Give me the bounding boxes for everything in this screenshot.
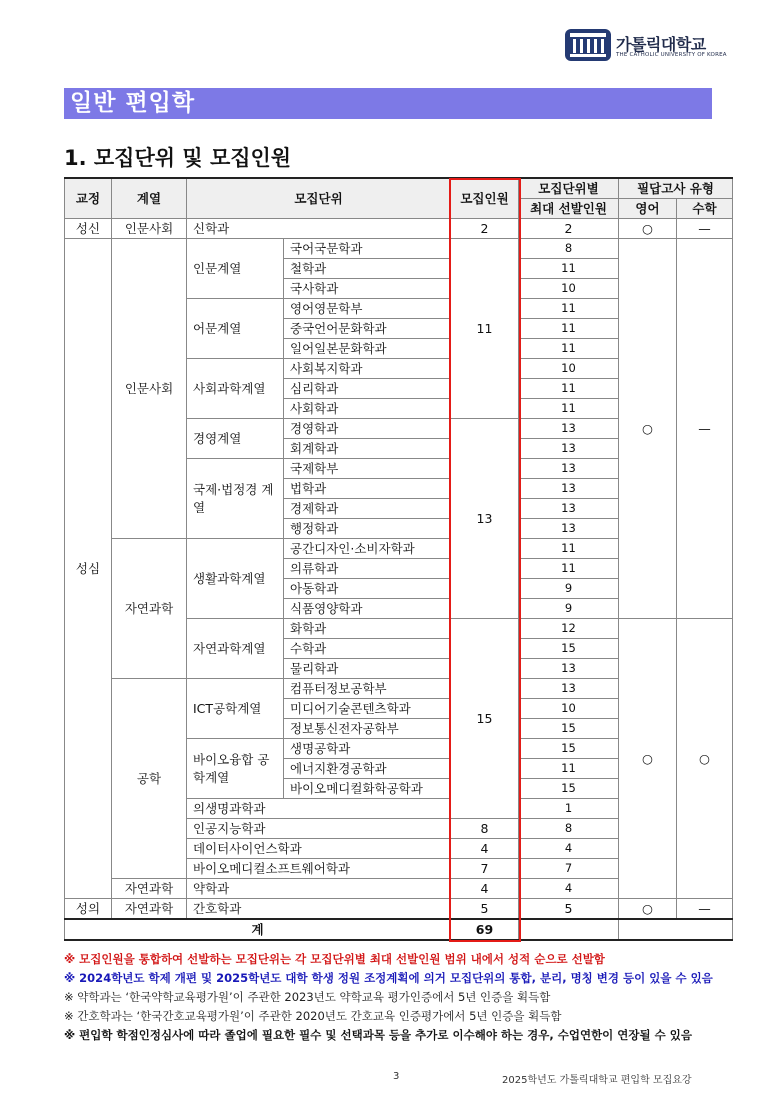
dept-cell: 국제학부 (284, 459, 451, 479)
max-cell: 11 (519, 379, 619, 399)
dept-cell: 행정학과 (284, 519, 451, 539)
dept-cell: 물리학과 (284, 659, 451, 679)
group-cell: ICT공학계열 (187, 679, 284, 739)
math-exam-cell: ○ (677, 619, 733, 899)
total-row (65, 919, 733, 940)
note-item: ※ 편입학 학점인정심사에 따라 졸업에 필요한 필수 및 선택과목 등을 추가로 이수해야 하는 경우, 수업연한이 연장될 수 있음 (64, 1028, 692, 1042)
dept-cell: 미디어기술콘텐츠학과 (284, 699, 451, 719)
page-number: 3 (393, 1071, 400, 1082)
field-cell: 자연과학 (112, 539, 187, 679)
dept-cell: 컴퓨터정보공학부 (284, 679, 451, 699)
campus-cell: 성신 (65, 219, 112, 239)
max-cell: 11 (519, 759, 619, 779)
header-max-line2: 최대 선발인원 (519, 199, 619, 219)
field-cell: 인문사회 (112, 239, 187, 539)
max-cell: 9 (519, 579, 619, 599)
math-exam-cell: — (677, 239, 733, 619)
max-cell: 11 (519, 559, 619, 579)
max-cell: 15 (519, 779, 619, 799)
dept-cell: 회계학과 (284, 439, 451, 459)
max-cell: 2 (519, 219, 619, 239)
max-cell: 11 (519, 539, 619, 559)
header-quota: 모집인원 (451, 178, 519, 219)
banner-title: 일반 편입학 (70, 90, 196, 116)
quota-cell: 2 (451, 219, 519, 239)
dept-cell: 공간디자인·소비자학과 (284, 539, 451, 559)
max-cell: 11 (519, 319, 619, 339)
math-exam-cell: — (677, 899, 733, 920)
dept-cell: 화학과 (284, 619, 451, 639)
university-logo (564, 28, 727, 64)
group-cell: 인문계열 (187, 239, 284, 299)
dept-cell: 의류학과 (284, 559, 451, 579)
max-cell: 15 (519, 639, 619, 659)
dept-cell: 국어국문학과 (284, 239, 451, 259)
dept-cell: 일어일본문화학과 (284, 339, 451, 359)
notes-section (64, 950, 732, 1045)
max-cell: 13 (519, 519, 619, 539)
max-cell: 5 (519, 899, 619, 920)
header-math: 수학 (677, 199, 733, 219)
header-unit: 모집단위 (187, 178, 451, 219)
quota-cell: 5 (451, 899, 519, 920)
max-cell: 10 (519, 699, 619, 719)
max-cell: 10 (519, 359, 619, 379)
max-cell: 13 (519, 419, 619, 439)
group-cell: 어문계열 (187, 299, 284, 359)
campus-cell: 성의 (65, 899, 112, 920)
unit-cell: 신학과 (187, 219, 451, 239)
dept-cell: 정보통신전자공학부 (284, 719, 451, 739)
max-cell: 1 (519, 799, 619, 819)
total-value: 69 (451, 919, 519, 940)
quota-cell: 8 (451, 819, 519, 839)
quota-cell: 11 (451, 239, 519, 419)
dept-cell: 식품영양학과 (284, 599, 451, 619)
recruitment-table (64, 177, 733, 941)
group-cell: 자연과학계열 (187, 619, 284, 679)
max-cell: 11 (519, 399, 619, 419)
note-item: ※ 간호학과는 ‘한국간호교육평가원’이 주관한 2020년도 간호교육 인증평가에서 5년 인증을 획득함 (64, 1009, 562, 1023)
dept-cell: 영어영문학부 (284, 299, 451, 319)
field-cell: 자연과학 (112, 899, 187, 920)
max-cell: 11 (519, 259, 619, 279)
unit-cell: 간호학과 (187, 899, 451, 920)
max-cell: 13 (519, 659, 619, 679)
table-header-row (65, 178, 733, 199)
total-empty-cell (519, 919, 619, 940)
field-cell: 공학 (112, 679, 187, 879)
max-cell: 8 (519, 819, 619, 839)
dept-cell: 철학과 (284, 259, 451, 279)
max-cell: 8 (519, 239, 619, 259)
section-title: 1. 모집단위 및 모집인원 (64, 146, 292, 170)
university-name-english: THE CATHOLIC UNIVERSITY OF KOREA (616, 52, 727, 58)
note-item: ※ 모집인원을 통합하여 선발하는 모집단위는 각 모집단위별 최대 선발인원 범위 내에서 성적 순으로 선발함 (64, 952, 605, 966)
chapter-banner (64, 88, 712, 119)
unit-cell: 바이오메디컬소프트웨어학과 (187, 859, 451, 879)
total-empty-cell (619, 919, 733, 940)
english-exam-cell: ○ (619, 899, 677, 920)
note-item: ※ 약학과는 ‘한국약학교육평가원’이 주관한 2023년도 약학교육 평가인증에서 5년 인증을 획득함 (64, 990, 551, 1004)
note-item: ※ 2024학년도 학제 개편 및 2025학년도 대학 학생 정원 조정계획에 의거 모집단위의 통합, 분리, 명칭 변경 등이 있을 수 있음 (64, 971, 713, 985)
header-english: 영어 (619, 199, 677, 219)
campus-cell: 성심 (65, 239, 112, 899)
english-exam-cell: ○ (619, 219, 677, 239)
unit-cell: 인공지능학과 (187, 819, 451, 839)
header-max-line1: 모집단위별 (519, 178, 619, 199)
university-emblem-icon (564, 28, 612, 62)
dept-cell: 경영학과 (284, 419, 451, 439)
total-label: 계 (65, 919, 451, 940)
math-exam-cell: — (677, 219, 733, 239)
unit-cell: 약학과 (187, 879, 451, 899)
max-cell: 13 (519, 439, 619, 459)
max-cell: 13 (519, 459, 619, 479)
group-cell: 바이오융합 공학계열 (187, 739, 284, 799)
max-cell: 13 (519, 499, 619, 519)
dept-cell: 사회학과 (284, 399, 451, 419)
dept-cell: 생명공학과 (284, 739, 451, 759)
max-cell: 13 (519, 479, 619, 499)
unit-cell: 데이터사이언스학과 (187, 839, 451, 859)
dept-cell: 아동학과 (284, 579, 451, 599)
dept-cell: 중국언어문화학과 (284, 319, 451, 339)
max-cell: 4 (519, 879, 619, 899)
dept-cell: 에너지환경공학과 (284, 759, 451, 779)
dept-cell: 수학과 (284, 639, 451, 659)
max-cell: 15 (519, 739, 619, 759)
dept-cell: 국사학과 (284, 279, 451, 299)
table-row (65, 239, 733, 259)
group-cell: 생활과학계열 (187, 539, 284, 619)
quota-cell: 4 (451, 879, 519, 899)
max-cell: 9 (519, 599, 619, 619)
english-exam-cell: ○ (619, 239, 677, 619)
header-campus: 교정 (65, 178, 112, 219)
group-cell: 사회과학계열 (187, 359, 284, 419)
dept-cell: 사회복지학과 (284, 359, 451, 379)
max-cell: 4 (519, 839, 619, 859)
max-cell: 7 (519, 859, 619, 879)
max-cell: 11 (519, 339, 619, 359)
dept-cell: 바이오메디컬화학공학과 (284, 779, 451, 799)
dept-cell: 법학과 (284, 479, 451, 499)
university-name: 가톨릭대학교 (616, 35, 706, 54)
group-cell: 국제·법정경 계열 (187, 459, 284, 539)
max-cell: 13 (519, 679, 619, 699)
group-cell: 경영계열 (187, 419, 284, 459)
footer-title: 2025학년도 가톨릭대학교 편입학 모집요강 (502, 1075, 692, 1086)
english-exam-cell: ○ (619, 619, 677, 899)
header-field: 계열 (112, 178, 187, 219)
quota-cell: 13 (451, 419, 519, 619)
quota-cell: 4 (451, 839, 519, 859)
max-cell: 11 (519, 299, 619, 319)
unit-cell: 의생명과학과 (187, 799, 451, 819)
max-cell: 12 (519, 619, 619, 639)
quota-cell: 15 (451, 619, 519, 819)
dept-cell: 심리학과 (284, 379, 451, 399)
field-cell: 자연과학 (112, 879, 187, 899)
table-row (65, 899, 733, 920)
header-exam: 필답고사 유형 (619, 178, 733, 199)
field-cell: 인문사회 (112, 219, 187, 239)
dept-cell: 경제학과 (284, 499, 451, 519)
max-cell: 10 (519, 279, 619, 299)
quota-cell: 7 (451, 859, 519, 879)
table-row (65, 219, 733, 239)
max-cell: 15 (519, 719, 619, 739)
